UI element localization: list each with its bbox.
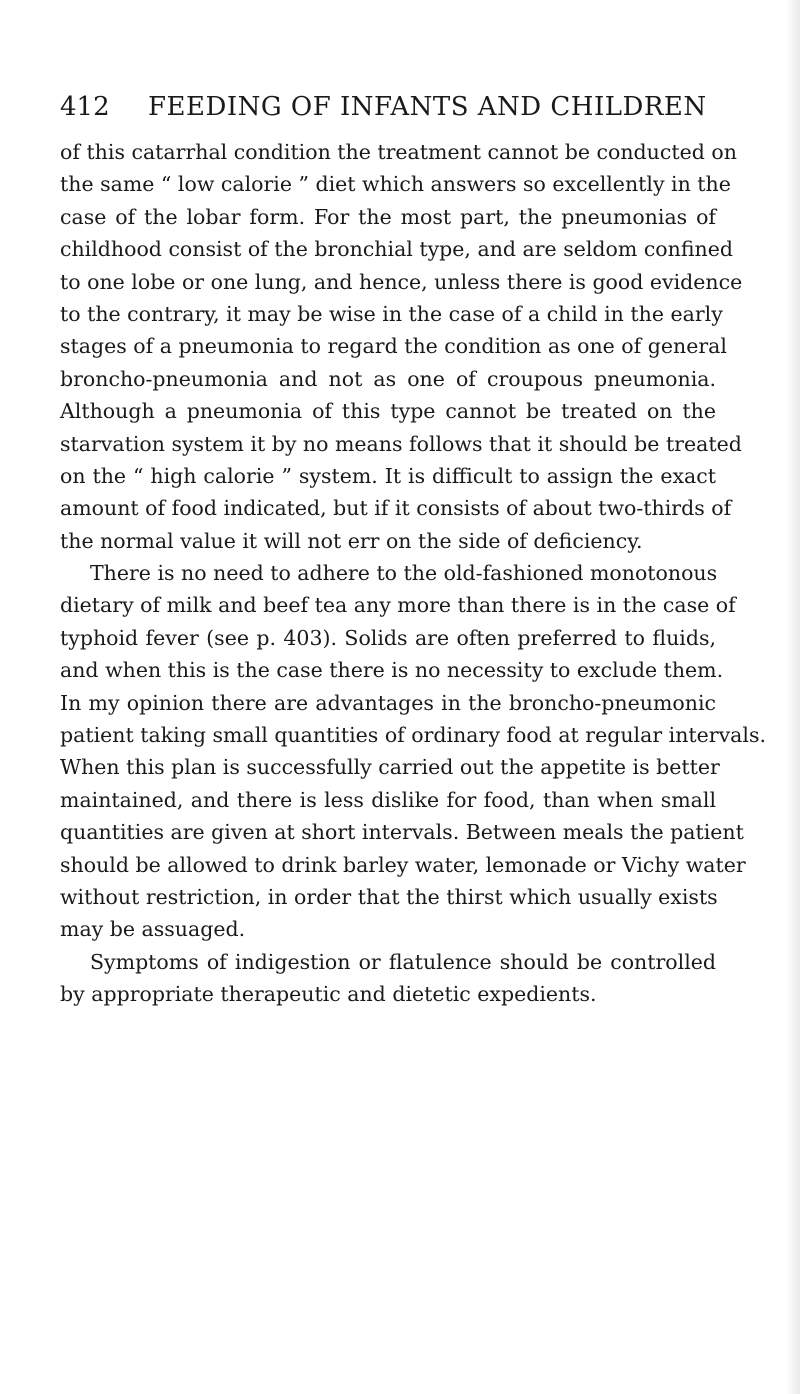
text-line: In my opinion there are advantages in the broncho-pneumonic xyxy=(60,690,716,715)
text-line: Symptoms of indigestion or flatulence should be controlled xyxy=(90,949,716,974)
text-line: typhoid fever (see p. 403). Solids are often preferred to fluids, xyxy=(60,625,716,650)
text-line: childhood consist of the bronchial type, and are seldom confined xyxy=(60,237,733,262)
text-line: should be allowed to drink barley water, lemonade or Vichy water xyxy=(60,852,746,877)
text-line: quantities are given at short intervals. Between meals the patient xyxy=(60,820,744,845)
text-line: dietary of milk and beef tea any more than there is in the case of xyxy=(60,593,736,618)
text-line: Although a pneumonia of this type cannot be treated on the xyxy=(60,399,716,424)
running-head: FEEDING OF INFANTS AND CHILDREN xyxy=(148,92,707,122)
text-line: When this plan is successfully carried out the appetite is better xyxy=(60,755,720,780)
text-line: of this catarrhal condition the treatment cannot be conducted on xyxy=(60,140,737,164)
text-line: the normal value it will not err on the side of deficiency. xyxy=(60,528,643,553)
text-line: on the “ high calorie ” system. It is difficult to assign the exact xyxy=(60,463,716,488)
text-line: and when this is the case there is no necessity to exclude them. xyxy=(60,658,724,683)
text-line: to the contrary, it may be wise in the case of a child in the early xyxy=(60,301,723,326)
text-line: amount of food indicated, but if it consists of about two-thirds of xyxy=(60,496,732,521)
text-line: case of the lobar form. For the most part, the pneumonias of xyxy=(60,204,716,229)
text-line: starvation system it by no means follows that it should be treated xyxy=(60,431,742,456)
text-line: maintained, and there is less dislike for food, than when small xyxy=(60,787,716,812)
text-line: may be assuaged. xyxy=(60,917,246,942)
body-text xyxy=(60,136,766,1011)
text-line: broncho-pneumonia and not as one of croupous pneumonia. xyxy=(60,366,716,391)
page-number: 412 xyxy=(60,92,110,122)
text-line: to one lobe or one lung, and hence, unless there is good evidence xyxy=(60,269,743,294)
text-line: by appropriate therapeutic and dietetic expedients. xyxy=(60,982,597,1007)
page-header xyxy=(60,88,714,128)
text-line: There is no need to adhere to the old-fashioned monotonous xyxy=(90,561,718,586)
text-line: without restriction, in order that the thirst which usually exists xyxy=(60,884,718,909)
page-edge-shadow xyxy=(786,0,800,1394)
text-line: patient taking small quantities of ordinary food at regular intervals. xyxy=(60,723,766,748)
text-line: the same “ low calorie ” diet which answers so excellently in the xyxy=(60,172,731,197)
text-line: stages of a pneumonia to regard the condition as one of general xyxy=(60,334,727,359)
